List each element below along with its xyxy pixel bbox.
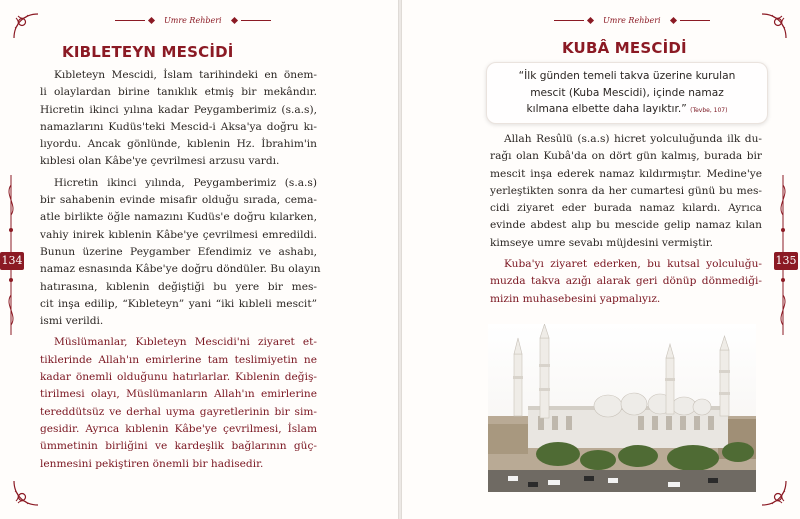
text-line: lenmesini pekiştiren önemli bir hadisedir.: [40, 457, 264, 470]
text-line: Hicretin ikinci yılında, Peygamberimiz (s.a.s): [54, 176, 317, 189]
text-line: cidi ziyaret eder burada namaz kılardı. Ayrıca: [490, 202, 762, 215]
page-title: KIBLETEYN MESCİDİ: [62, 43, 234, 61]
text-line: li olaylardan birine tanıklık etmiş bir mekândır.: [40, 86, 317, 99]
page-title: KUBÂ MESCİDİ: [562, 39, 687, 57]
text-line: muzda takva azığı alarak geri dönüp dönmediği-: [490, 275, 762, 288]
text-line: ümmetinin birliğini ve kardeşlik bağlarının güç-: [40, 440, 317, 453]
text-line: kimseye umre sevabı müjdesini vermiştir.: [490, 236, 714, 249]
verse-source: (Tevbe, 107): [690, 107, 728, 114]
body-text: [490, 131, 762, 312]
text-line: ismi verildi.: [40, 315, 104, 328]
text-line: yerleştikten sonra da her cumartesi günü bu mes-: [490, 184, 762, 197]
floral-corner-icon: [12, 479, 40, 507]
body-text: [40, 67, 321, 477]
page-number: 134: [0, 252, 24, 270]
text-line: Kuba'yı ziyaret ederken, bu kutsal yolculuğu-: [504, 258, 762, 271]
paragraph: [490, 131, 762, 252]
text-line: Allah Resûlü (s.a.s) hicret yolculuğunda ilk du-: [504, 133, 762, 145]
text-line: namazlarını Kudüs'teki Mescid-i Aksa'ya doğru kı-: [40, 120, 317, 133]
running-header: [554, 12, 710, 28]
text-line: kıblesi olan Kâbe'ye çevrilmesi arzusu vardı.: [40, 155, 280, 168]
verse-quote-text: kılmana elbette daha layıktır.”: [526, 103, 687, 115]
floral-corner-icon: [760, 12, 788, 40]
text-line: evinde abdest alıp bu mescide gelip namaz kılan: [490, 219, 762, 232]
text-line: lıyordu. Ancak gönlünde, kıblenin Hz. İbrahim'in: [40, 138, 317, 151]
text-line: bir sahabenin evinde misafir olduğu sırada, cema-: [40, 194, 317, 207]
highlighted-paragraph: [490, 256, 762, 308]
text-line: gesidir. Ayrıca kıblenin Kâbe'ye çevrilmesi, İslam: [40, 422, 317, 435]
text-line: tiklerinde Allah'ın emirlerine tam teslimiyetin ne: [40, 353, 317, 366]
text-line: atle birlikte öğle namazını Kudüs'e doğru kılarken,: [40, 211, 317, 224]
text-line: mizin muhasebesini yapmalıyız.: [490, 292, 661, 305]
text-line: tereddütsüz ve derhal uyma gayretlerinin bir sim-: [40, 405, 317, 418]
text-line: Bunun üzerine Peygamber Efendimiz ve ashabı,: [40, 245, 317, 258]
text-line: namaz esnasında Kâbe'ye doğru döndüler. Bu olayın: [40, 263, 321, 276]
floral-corner-icon: [760, 479, 788, 507]
kuba-mosque-photo: [488, 324, 756, 492]
text-line: cit inşa edilip, “Kıbleteyn” yani “iki kıbleli mescit”: [40, 297, 317, 310]
running-header-text: Umre Rehberi: [603, 15, 661, 25]
highlighted-paragraph: [40, 334, 317, 472]
verse-quote-line: [497, 101, 757, 120]
text-line: vahiy inirek kıblenin Kâbe'ye çevrilmesi emredildi.: [40, 228, 317, 241]
header-diamond-icon: [148, 16, 155, 23]
paragraph: [40, 67, 317, 171]
header-diamond-icon: [231, 16, 238, 23]
floral-corner-icon: [12, 12, 40, 40]
header-diamond-icon: [587, 16, 594, 23]
text-line: Müslümanlar, Kıbleteyn Mescidi'ni ziyaret et-: [54, 336, 317, 349]
verse-quote-line: “İlk günden temeli takva üzerine kurulan: [518, 70, 736, 82]
header-diamond-icon: [670, 16, 677, 23]
verse-quote-box: [486, 62, 768, 124]
right-page: [402, 0, 800, 519]
page-number: 135: [774, 252, 798, 270]
text-line: tirilmesi olayı, Müslümanların Allah'ın emirlerine: [40, 388, 317, 401]
text-line: Hicretin ikinci yılına kadar Peygamberimiz (s.a.s),: [40, 103, 317, 116]
running-header: [115, 12, 271, 28]
text-line: hatırasına, kıblenin değiştiği bu yere bir mes-: [40, 280, 317, 293]
verse-quote-line: mescit (Kuba Mescidi), içinde namaz: [530, 86, 724, 99]
paragraph: [40, 175, 321, 331]
text-line: Kıbleteyn Mescidi, İslam tarihindeki en önem-: [54, 69, 317, 81]
text-line: rağı olan Kubâ'da on dört gün kalmış, burada bir: [490, 150, 762, 163]
text-line: kadar önemli olduğunu hatırlarlar. Kıblenin değiş-: [40, 371, 317, 384]
text-line: mescit inşa ederek namaz kıldırmıştır. Medine'ye: [490, 167, 762, 180]
running-header-text: Umre Rehberi: [164, 15, 222, 25]
left-page: [0, 0, 398, 519]
